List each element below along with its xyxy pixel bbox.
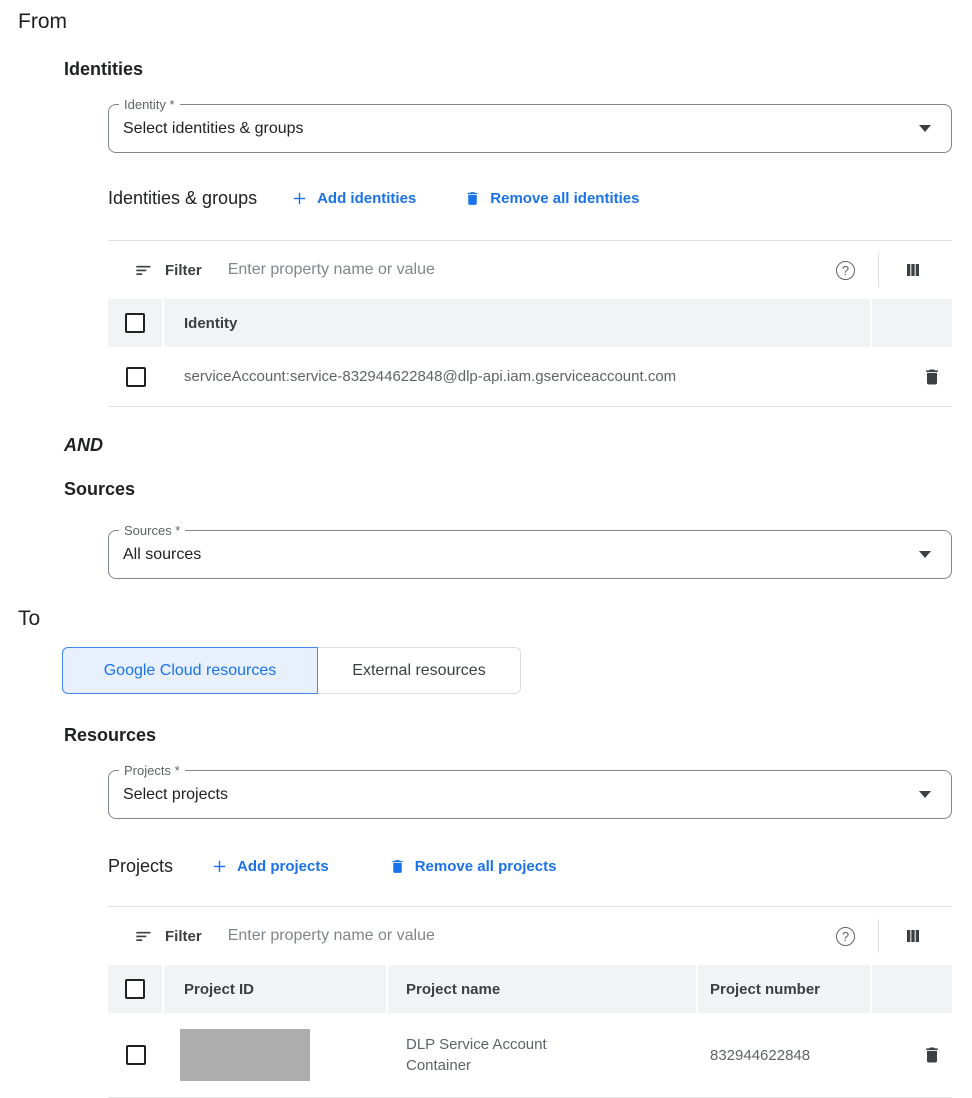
divider: [878, 919, 879, 953]
row-actions-cell: [872, 367, 952, 387]
plus-icon: [291, 190, 308, 207]
row-checkbox[interactable]: [126, 367, 146, 387]
add-identities-label: Add identities: [317, 189, 417, 207]
projects-select[interactable]: [108, 763, 952, 819]
identity-select[interactable]: [108, 97, 952, 153]
sources-select-label: Sources *: [119, 523, 185, 538]
identity-value: serviceAccount:service-832944622848@dlp-api.iam.gserviceaccount.com: [184, 368, 677, 385]
project-id-column-header: Project ID: [164, 965, 388, 1013]
row-checkbox[interactable]: [126, 1045, 146, 1065]
remove-all-identities-button[interactable]: [464, 190, 639, 207]
identities-table: [108, 240, 952, 407]
remove-all-projects-button[interactable]: [389, 858, 557, 875]
filter-icon: [133, 260, 153, 280]
delete-identity-button[interactable]: [922, 367, 942, 387]
projects-filter-row: [108, 907, 952, 965]
project-name-column-header: Project name: [388, 965, 698, 1013]
add-projects-label: Add projects: [237, 857, 329, 875]
projects-filter-input[interactable]: [228, 927, 836, 945]
trash-icon: [922, 1045, 942, 1065]
identity-select-label: Identity *: [119, 97, 180, 112]
select-all-checkbox[interactable]: [125, 313, 145, 333]
sources-heading: Sources: [64, 479, 136, 499]
project-row: [108, 1013, 952, 1098]
help-icon[interactable]: ?: [836, 927, 855, 946]
project-number-column-header: Project number: [698, 965, 872, 1013]
resource-type-toggle: [62, 647, 972, 694]
trash-icon: [464, 190, 481, 207]
trash-icon: [389, 858, 406, 875]
help-icon[interactable]: ?: [836, 261, 855, 280]
project-name-value: DLP Service Account Container: [406, 1036, 547, 1074]
remove-all-projects-label: Remove all projects: [414, 857, 557, 875]
row-checkbox-cell: [108, 1045, 164, 1065]
column-display-icon[interactable]: [904, 261, 922, 279]
trash-icon: [922, 367, 942, 387]
actions-column-header: [872, 299, 952, 347]
project-number-value: 832944622848: [710, 1046, 811, 1064]
sources-select[interactable]: [108, 523, 952, 579]
filter-icon: [133, 926, 153, 946]
identities-list-header: [108, 184, 952, 212]
identities-filter-input[interactable]: [228, 261, 836, 279]
projects-select-value: Select projects: [123, 785, 228, 803]
chevron-down-icon: [919, 125, 931, 132]
project-name-cell: [388, 1034, 698, 1076]
identities-filter-label: Filter: [165, 261, 202, 279]
row-checkbox-cell: [108, 367, 164, 387]
plus-icon: [211, 858, 228, 875]
identities-table-header: [108, 299, 952, 347]
delete-project-button[interactable]: [922, 1045, 942, 1065]
projects-list-title: Projects: [108, 855, 174, 876]
chevron-down-icon: [919, 791, 931, 798]
row-actions-cell: [872, 1045, 952, 1065]
tab-external-resources[interactable]: External resources: [318, 647, 521, 694]
sources-select-value: All sources: [123, 545, 202, 563]
identities-list-title: Identities & groups: [108, 187, 258, 208]
identity-column-header: Identity: [164, 299, 872, 347]
projects-table-header: [108, 965, 952, 1013]
project-id-redacted-box: [180, 1029, 310, 1081]
select-all-checkbox[interactable]: [125, 979, 145, 999]
projects-list-header: [108, 852, 952, 880]
add-identities-button[interactable]: [291, 190, 416, 207]
from-section-title: From: [18, 10, 67, 33]
projects-select-label: Projects *: [119, 763, 185, 778]
identity-select-value: Select identities & groups: [123, 119, 304, 137]
header-checkbox-cell: [108, 965, 164, 1013]
identities-heading: Identities: [64, 59, 144, 79]
and-operator: AND: [64, 435, 103, 455]
resources-heading: Resources: [64, 725, 157, 745]
project-id-cell: [164, 1029, 388, 1081]
identities-filter-row: [108, 241, 952, 299]
projects-table: [108, 906, 952, 1098]
divider: [878, 253, 879, 287]
tab-google-cloud-resources[interactable]: Google Cloud resources: [62, 647, 318, 694]
chevron-down-icon: [919, 551, 931, 558]
remove-all-identities-label: Remove all identities: [490, 189, 640, 207]
actions-column-header: [872, 965, 952, 1013]
header-checkbox-cell: [108, 299, 164, 347]
projects-filter-label: Filter: [165, 927, 202, 945]
add-projects-button[interactable]: [211, 858, 329, 875]
to-section-title: To: [18, 607, 41, 630]
identity-row: [108, 347, 952, 407]
column-display-icon[interactable]: [904, 927, 922, 945]
